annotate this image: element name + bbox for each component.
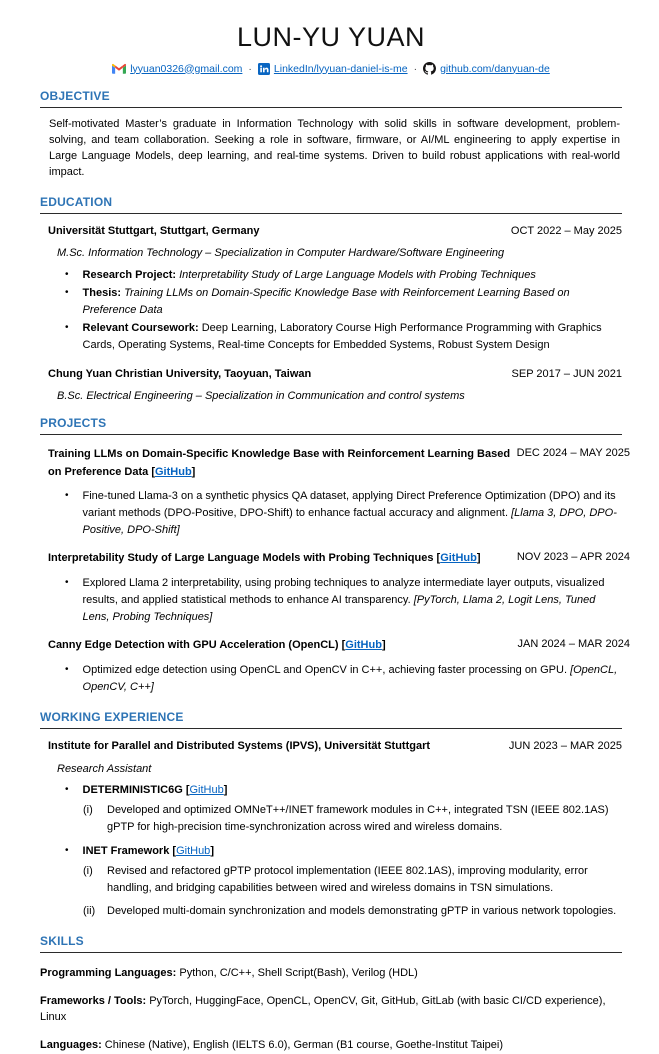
project-entry [48, 637, 630, 696]
list-item [65, 267, 622, 284]
role-title: Research Assistant [57, 762, 152, 775]
github-icon [423, 62, 436, 75]
objective-text: Self-motivated Master’s graduate in Information Technology with solid skills in software development, problem-solving, and team collaboration. Seeking a role in software, firmware, or AI/ML engineering to apply expertise in Large Language Models, deep learning, and real-time systems. Driven to build robust applications with real-world impact. [49, 118, 620, 178]
organization-name: Institute for Parallel and Distributed Systems (IPVS), Universität Stuttgart [48, 739, 431, 752]
email-link[interactable]: lyyuan0326@gmail.com [130, 62, 243, 75]
education-entry-header [48, 225, 622, 237]
education-entry-header [48, 368, 622, 380]
section-heading-objective: OBJECTIVE [40, 89, 622, 108]
project-title [48, 446, 516, 481]
item-number: (i) [83, 864, 93, 877]
institution-name: Universität Stuttgart, Stuttgart, Germany [48, 224, 260, 237]
section-heading-education: EDUCATION [40, 195, 622, 214]
experience-project [65, 845, 622, 857]
skill-line [40, 966, 622, 981]
tech-tags: [OpenCL, OpenCV, C++] [82, 663, 618, 693]
linkedin-contact [258, 63, 408, 75]
bullet-text: Training LLMs on Domain-Specific Knowledge Base with Reinforcement Learning Based on Preference Data [82, 286, 570, 316]
date-range: NOV 2023 – APR 2024 [516, 551, 630, 564]
bracket: [ [341, 639, 346, 652]
item-text: Revised and refactored gPTP protocol implementation (IEEE 802.1AS), improving modularity, error handling, and bridging capabilities between wired and wireless domains in TSN simulations. [107, 864, 588, 894]
linkedin-link[interactable]: LinkedIn/lyyuan-daniel-is-me [273, 62, 408, 75]
project-title [48, 550, 516, 568]
list-item [65, 320, 622, 354]
bracket: ] [223, 783, 228, 796]
bullet-icon: • [65, 268, 69, 280]
bullet-text: Fine-tuned Llama-3 on a synthetic physics QA dataset, applying Direct Preference Optimization (DPO) and its variant methods (DPO-Positive, DPO-Shift) to enhance factual accuracy and alignment. [82, 490, 616, 520]
github-repo-link[interactable]: GitHub [189, 783, 224, 796]
github-repo-link[interactable]: GitHub [155, 465, 192, 478]
page-title: LUN-YU YUAN [236, 22, 426, 52]
item-number: (i) [83, 803, 93, 816]
project-bullet [65, 575, 622, 626]
education-bullets [40, 267, 622, 354]
bullet-icon: • [65, 321, 69, 333]
experience-project-name: INET Framework [82, 844, 170, 857]
bullet-icon: • [65, 663, 69, 675]
bullet-label: Research Project: [82, 268, 177, 281]
bullet-label: Thesis: [82, 286, 122, 299]
experience-project-name: DETERMINISTIC6G [82, 783, 183, 796]
github-repo-link[interactable]: GitHub [176, 844, 211, 857]
skill-text: Chinese (Native), English (IELTS 6.0), German (B1 course, Goethe-Institut Taipei) [104, 1039, 504, 1052]
numbered-item [83, 903, 622, 920]
date-range: JAN 2024 – MAR 2024 [517, 638, 630, 651]
bracket: ] [476, 552, 481, 565]
degree-line: B.Sc. Electrical Engineering – Specialization in Communication and control systems [57, 389, 465, 402]
skill-text: PyTorch, HuggingFace, OpenCL, OpenCV, Git, GitHub, GitLab (with basic CI/CD experience), Linux [40, 995, 606, 1023]
skill-label: Frameworks / Tools: [40, 995, 147, 1008]
bracket: [ [185, 783, 190, 796]
github-link[interactable]: github.com/danyuan-de [440, 62, 550, 75]
item-text: Developed and optimized OMNeT++/INET framework modules in C++, integrated TSN (IEEE 802.1AS) gPTP for high-precision time-synchronization across wired and wireless domains. [107, 803, 609, 833]
bracket: ] [381, 639, 386, 652]
tech-tags: [Llama 3, DPO, DPO-Positive, DPO-Shift] [82, 507, 617, 537]
bullet-text: Optimized edge detection using OpenCL and OpenCV in C++, achieving faster processing on GPU. [82, 663, 567, 676]
experience-project [65, 784, 622, 796]
project-title [48, 637, 516, 655]
bracket: ] [191, 465, 196, 478]
date-range: SEP 2017 – JUN 2021 [511, 367, 622, 380]
item-number: (ii) [83, 904, 96, 917]
bullet-icon: • [65, 286, 69, 298]
bullet-text: Deep Learning, Laboratory Course High Performance Programming with Graphics Cards, Operating Systems, Real-time Concepts for Embedded Systems, Robust System Design [82, 321, 602, 351]
project-entry [48, 550, 630, 626]
bracket: [ [436, 552, 441, 565]
project-entry [48, 446, 630, 539]
bullet-label: Relevant Coursework: [82, 321, 199, 334]
skill-label: Languages: [40, 1039, 102, 1052]
tech-tags: [PyTorch, Llama 2, Logit Lens, Tuned Lens, Probing Techniques] [82, 593, 596, 623]
section-heading-projects: PROJECTS [40, 416, 622, 435]
contact-separator: · [413, 62, 418, 75]
experience-entry-header [48, 740, 622, 752]
bullet-icon: • [65, 783, 69, 795]
project-title-text: Canny Edge Detection with GPU Acceleration (OpenCL) [48, 639, 339, 652]
bullet-icon: • [65, 576, 69, 588]
contact-separator: · [248, 62, 252, 75]
bracket: ] [210, 844, 214, 857]
list-item [65, 285, 622, 319]
section-heading-experience: WORKING EXPERIENCE [40, 710, 622, 729]
skill-text: Python, C/C++, Shell Script(Bash), Verilog (HDL) [179, 966, 418, 979]
bullet-text: Interpretability Study of Large Language Models with Probing Techniques [179, 268, 536, 281]
date-range: DEC 2024 – MAY 2025 [516, 446, 630, 459]
github-contact [423, 62, 550, 75]
skill-label: Programming Languages: [40, 966, 177, 979]
degree-line: M.Sc. Information Technology – Specialization in Computer Hardware/Software Engineering [57, 246, 505, 259]
bullet-icon: • [65, 844, 69, 856]
project-title-text: Training LLMs on Domain-Specific Knowledge Base with Reinforcement Learning Based on Preference Data [48, 447, 511, 478]
bracket: [ [151, 465, 155, 478]
bracket: [ [172, 844, 177, 857]
item-text: Developed multi-domain synchronization and models demonstrating gPTP in various network topologies. [107, 904, 617, 917]
date-range: JUN 2023 – MAR 2025 [508, 739, 622, 752]
gmail-icon [112, 63, 126, 74]
numbered-item [83, 802, 622, 836]
project-bullet [65, 662, 622, 696]
github-repo-link[interactable]: GitHub [345, 639, 382, 652]
email-contact [112, 63, 242, 75]
project-bullet [65, 488, 622, 539]
project-title-text: Interpretability Study of Large Language Models with Probing Techniques [48, 552, 434, 565]
linkedin-icon [258, 63, 270, 75]
date-range: OCT 2022 – May 2025 [510, 224, 622, 237]
skill-line [40, 1038, 622, 1053]
section-heading-skills: SKILLS [40, 934, 622, 953]
contact-row [40, 62, 622, 75]
bullet-icon: • [65, 490, 69, 502]
institution-name: Chung Yuan Christian University, Taoyuan, Taiwan [48, 367, 312, 380]
numbered-item [83, 863, 622, 897]
bullet-text: Explored Llama 2 interpretability, using probing techniques to analyze intermediate layer outputs, visualized results, and applied statistical methods to enhance AI transparency. [82, 576, 605, 606]
skill-line [40, 994, 622, 1025]
github-repo-link[interactable]: GitHub [440, 552, 477, 565]
